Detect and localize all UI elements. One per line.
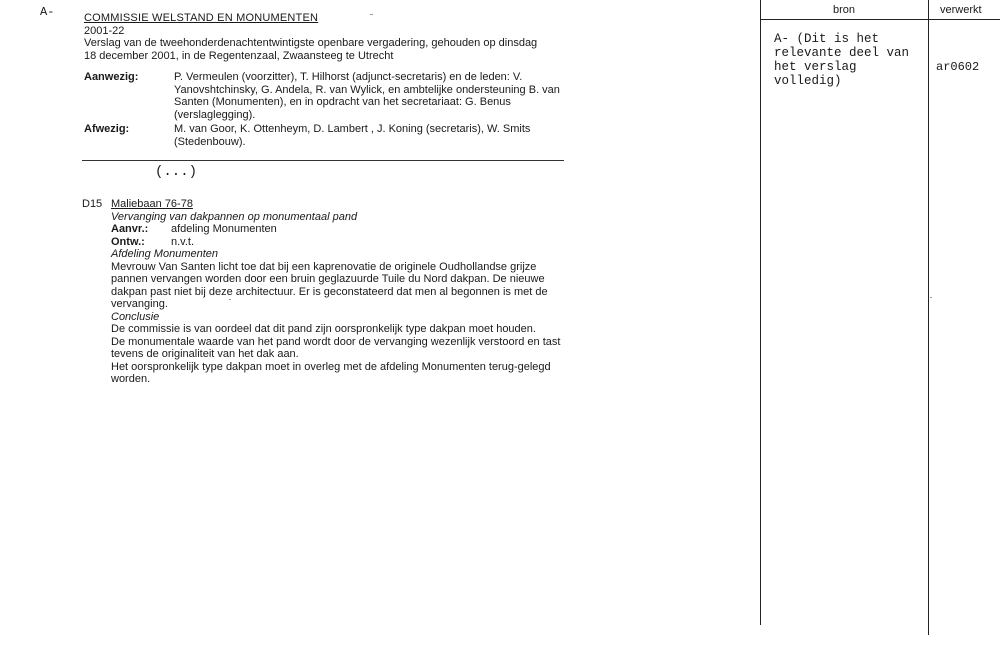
item-address: Maliebaan 76-78 xyxy=(111,198,193,210)
item-subject: Vervanging van dakpannen op monumentaal pand xyxy=(111,210,358,223)
absent-value: M. van Goor, K. Ottenheym, D. Lambert , J. Koning (secretaris), W. Smits (Stedenbouw). xyxy=(174,123,531,148)
report-description-line1: Verslag van de tweehonderdenachtentwintigste openbare vergadering, gehouden op dinsdag xyxy=(84,37,538,49)
conclusion-heading: Conclusie xyxy=(111,310,160,323)
absent-label: Afwezig: xyxy=(84,123,130,135)
bron-column-header: bron xyxy=(833,4,856,16)
conclusion-paragraph-1: De commissie is van oordeel dat dit pand zijn oorspronkelijk type dakpan moet houden. xyxy=(111,323,536,335)
scan-speck xyxy=(229,299,231,300)
conclusion-paragraph-3: Het oorspronkelijk type dakpan moet in overleg met de afdeling Monumenten terug-gelegd worden. xyxy=(111,360,551,385)
department-text: Mevrouw Van Santen licht toe dat bij een kaprenovatie de originele Oudhollandse grijze pannen vervangen worden door een bruin geglazuurde Tuile du Nord dakpan. De nieuwe dakpan past niet bij deze architectuur. Er is geconstateerd dat men al begonnen is met de vervanging. xyxy=(111,260,548,310)
present-label: Aanwezig: xyxy=(84,71,139,83)
department-heading: Afdeling Monumenten xyxy=(111,248,219,260)
column-divider-left xyxy=(760,0,761,625)
applicant-row xyxy=(111,223,572,236)
scan-speck xyxy=(370,14,373,15)
report-description-line2: 18 december 2001, in de Regentenzaal, Zwaansteeg te Utrecht xyxy=(84,49,394,62)
report-number: 2001-22 xyxy=(84,24,125,37)
applicant-label: Aanvr.: xyxy=(111,223,149,235)
present-value: P. Vermeulen (voorzitter), T. Hilhorst (adjunct-secretaris) en de leden: V. Yanovshtchinsky, G. Andela, R. van Wylick, en ambtelijke ondersteuning B. van Santen (Monumenten), en in opdracht van het secretariaat: G. Benus (verslaglegging). xyxy=(174,71,560,121)
verwerkt-reference: ar0602 xyxy=(936,60,980,74)
present-row xyxy=(84,71,564,121)
item-code: D15 xyxy=(82,198,103,210)
applicant-value: afdeling Monumenten xyxy=(171,223,277,235)
meeting-report-header xyxy=(84,12,564,148)
section-divider xyxy=(82,160,564,161)
bron-note: A- (Dit is het relevante deel van het verslag volledig) xyxy=(774,32,910,88)
agenda-item-d15 xyxy=(82,198,572,386)
verwerkt-column-header: verwerkt xyxy=(940,4,982,16)
conclusion-paragraph-2: De monumentale waarde van het pand wordt door de vervanging wezenlijk verstoord en tast tevens de originaliteit van het dak aan. xyxy=(111,335,561,360)
designer-row xyxy=(111,236,572,249)
column-header-rule xyxy=(760,19,1000,20)
designer-label: Ontw.: xyxy=(111,235,145,248)
page-tag: A- xyxy=(40,5,55,19)
scan-speck xyxy=(930,297,932,298)
absent-row xyxy=(84,123,564,148)
omission-marker: (...) xyxy=(155,164,198,180)
column-divider-right xyxy=(928,0,929,635)
commission-title: COMMISSIE WELSTAND EN MONUMENTEN xyxy=(84,12,319,24)
designer-value: n.v.t. xyxy=(171,235,195,248)
